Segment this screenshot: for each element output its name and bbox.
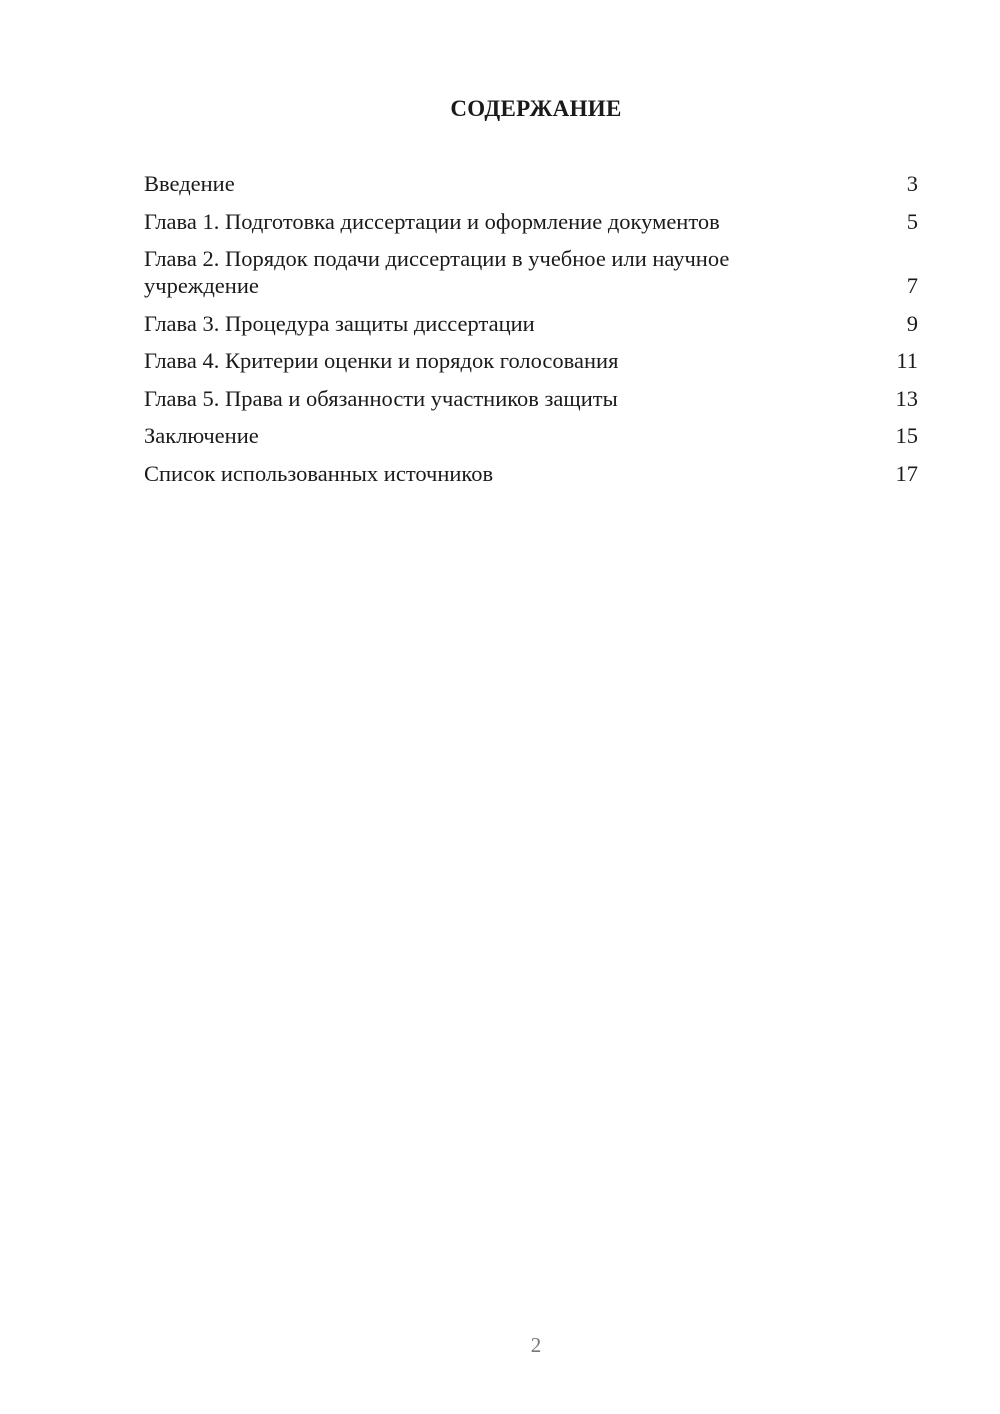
toc-entry-page: 11 bbox=[896, 348, 918, 373]
toc-entry-introduction bbox=[144, 170, 918, 197]
toc-entry-label: Введение bbox=[144, 171, 235, 196]
toc-entry-chapter-1 bbox=[144, 208, 918, 235]
toc-entry-chapter-5 bbox=[144, 385, 918, 412]
toc-entry-label: Глава 3. Процедура защиты диссертации bbox=[144, 310, 535, 336]
toc-entry-chapter-2 bbox=[144, 245, 918, 299]
toc-entry-page: 7 bbox=[906, 273, 918, 298]
toc-entry-label: Глава 5. Права и обязанности участников защиты bbox=[144, 385, 618, 411]
toc-entry-label: Глава 1. Подготовка диссертации и оформление документов bbox=[144, 208, 720, 234]
toc-entry-label: Глава 2. Порядок подачи диссертации в учебное или научное учреждение bbox=[144, 246, 730, 298]
toc-entry-conclusion bbox=[144, 422, 918, 449]
toc-entry-page: 13 bbox=[895, 385, 918, 411]
toc-entry-label: Заключение bbox=[144, 423, 259, 448]
toc-entry-page: 9 bbox=[906, 310, 918, 336]
toc-entry-chapter-3 bbox=[144, 310, 918, 337]
page-title: СОДЕРЖАНИЕ bbox=[450, 96, 622, 121]
toc-entry-chapter-4 bbox=[144, 347, 918, 374]
toc-entry-page: 17 bbox=[895, 460, 918, 486]
toc-entry-page: 5 bbox=[906, 208, 918, 234]
page-number: 2 bbox=[530, 1333, 542, 1357]
toc-entry-references bbox=[144, 460, 918, 487]
toc-entry-label: Глава 4. Критерии оценки и порядок голосования bbox=[144, 348, 619, 373]
table-of-contents bbox=[144, 170, 918, 497]
toc-entry-page: 3 bbox=[906, 171, 918, 196]
toc-entry-label: Список использованных источников bbox=[144, 460, 494, 486]
toc-entry-page: 15 bbox=[895, 423, 918, 448]
